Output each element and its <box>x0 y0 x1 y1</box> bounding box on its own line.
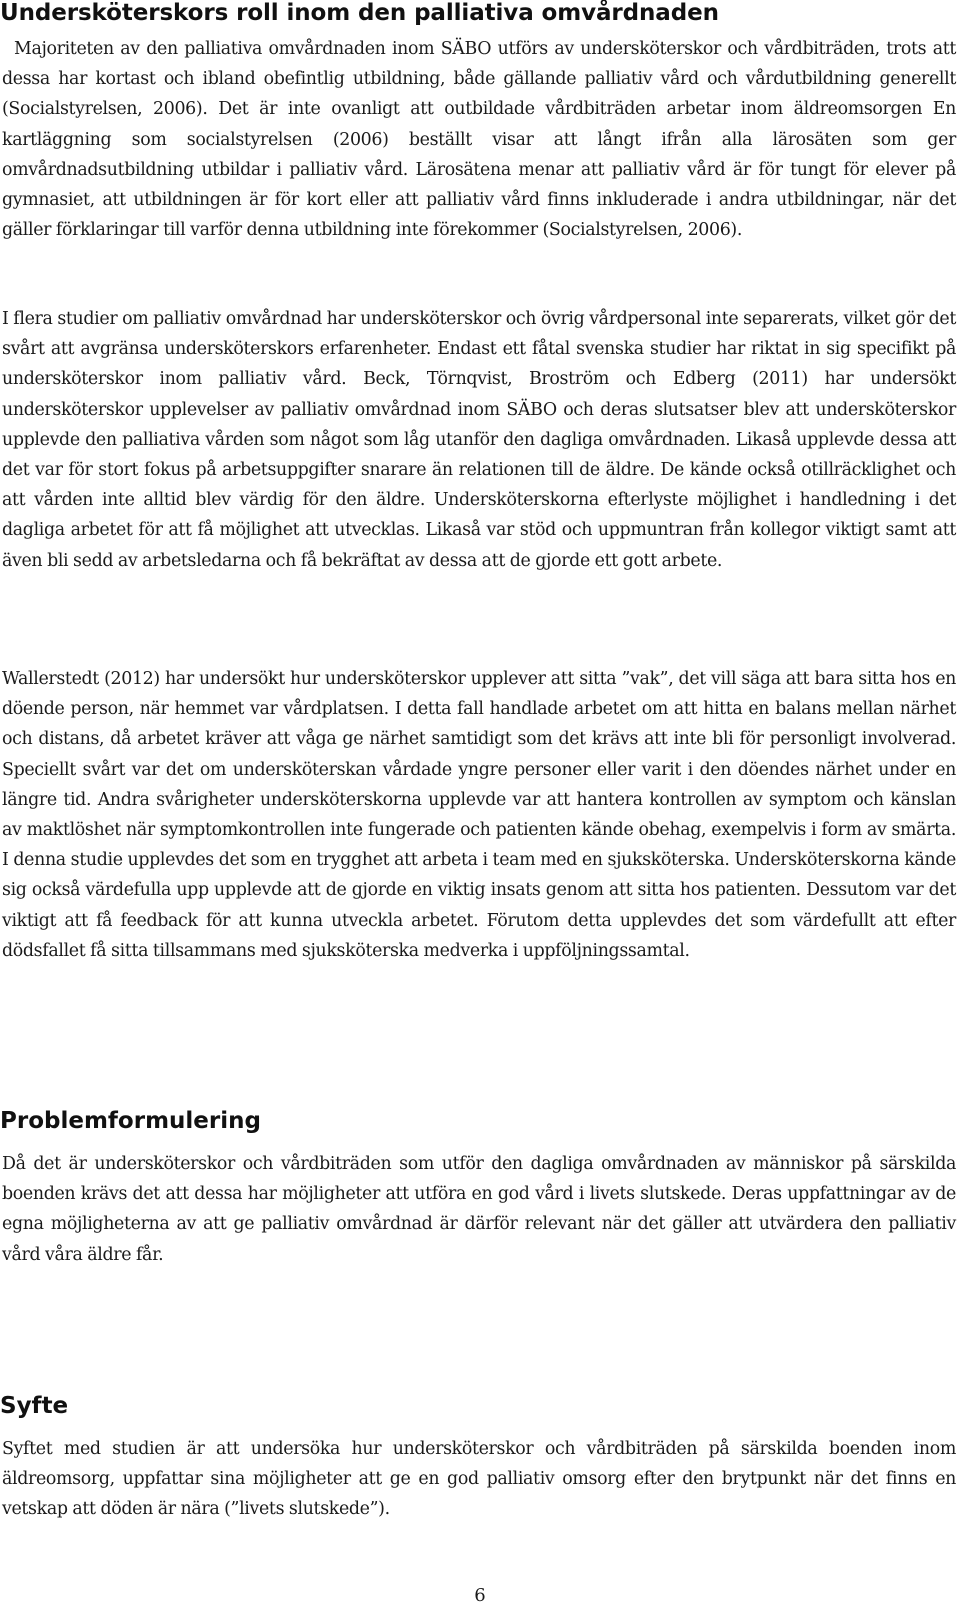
paragraph-aim: Syftet med studien är att undersöka hur undersköterskor och vårdbiträden på särskilda boenden inom äldreomsorg, uppfattar sina möjligheter att ge en god palliativ omsorg efter den brytpunkt när det finns en vetskap att döden är nära (”livets slutskede”). <box>2 1439 956 1520</box>
section-heading-problem: Problemformulering <box>0 1108 261 1134</box>
section-heading-aim: Syfte <box>0 1393 69 1419</box>
paragraph-role-2: I flera studier om palliativ omvårdnad har undersköterskor och övrig vårdpersonal inte separerats, vilket gör det svårt att avgränsa undersköterskors erfarenheter. Endast ett fåtal svenska studier har riktat in sig specifikt på undersköterskor inom palliativ vård. Beck, Törnqvist, Broström och Edberg (2011) har undersökt undersköterskor upplevelser av palliativ omvårdnad inom SÄBO och deras slutsatser blev att undersköterskor upplevde den palliativa vården som något som låg utanför den dagliga omvårdnaden. Likaså upplevde dessa att det var för stort fokus på arbetsuppgifter snarare än relationen till de äldre. De kände också otillräcklighet och att vården inte alltid blev värdig för den äldre. Undersköterskorna efterlyste möjlighet i handledning i det dagliga arbetet för att få möjlighet att utvecklas. Likaså var stöd och uppmuntran från kollegor viktigt samt att även bli sedd av arbetsledarna och få bekräftat av dessa att de gjorde ett gott arbete. <box>2 309 956 571</box>
paragraph-problem: Då det är undersköterskor och vårdbiträden som utför den dagliga omvårdnaden av människor på särskilda boenden krävs det att dessa har möjligheter att utföra en god vård i livets slutskede. Deras uppfattningar av de egna möjligheterna av att ge palliativ omvårdnad är därför relevant när det gäller att utvärdera den palliativ vård våra äldre får. <box>2 1154 956 1265</box>
section-heading-role: Undersköterskors roll inom den palliativa omvårdnaden <box>0 0 719 26</box>
page-number: 6 <box>474 1585 486 1606</box>
paragraph-role-1: Majoriteten av den palliativa omvårdnaden inom SÄBO utförs av undersköterskor och vårdbiträden, trots att dessa har kortast och ibland obefintlig utbildning, både gällande palliativ vård och vårdutbildning generellt (Socialstyrelsen, 2006). Det är inte ovanligt att outbildade vårdbiträden arbetar inom äldreomsorgen En kartläggning som socialstyrelsen (2006) beställt visar att långt ifrån alla lärosäten som ger omvårdnadsutbildning utbildar i palliativ vård. Lärosätena menar att palliativ vård är för tungt för elever på gymnasiet, att utbildningen är för kort eller att palliativ vård finns inkluderade i andra utbildningar, när det gäller förklaringar till varför denna utbildning inte förekommer (Socialstyrelsen, 2006). <box>2 39 956 241</box>
paragraph-role-3: Wallerstedt (2012) har undersökt hur undersköterskor upplever att sitta ”vak”, det vill säga att bara sitta hos en döende person, när hemmet var vårdplatsen. I detta fall handlade arbetet om att hitta en balans mellan närhet och distans, då arbetet kräver att våga ge närhet samtidigt som det krävs att inte bli för personligt involverad. Speciellt svårt var det om undersköterskan vårdade yngre personer eller varit i den döendes närhet under en längre tid. Andra svårigheter undersköterskorna upplevde var att hantera kontrollen av symptom och känslan av maktlöshet när symptomkontrollen inte fungerade och patienten kände obehag, exempelvis i form av smärta. I denna studie upplevdes det som en trygghet att arbeta i team med en sjuksköterska. Undersköterskorna kände sig också värdefulla upp upplevde att de gjorde en viktig insats genom att sitta hos patienten. Dessutom var det viktigt att få feedback för att kunna utveckla arbetet. Förutom detta upplevdes det som värdefullt att efter dödsfallet få sitta tillsammans med sjuksköterska medverka i uppföljningssamtal. <box>2 669 956 961</box>
